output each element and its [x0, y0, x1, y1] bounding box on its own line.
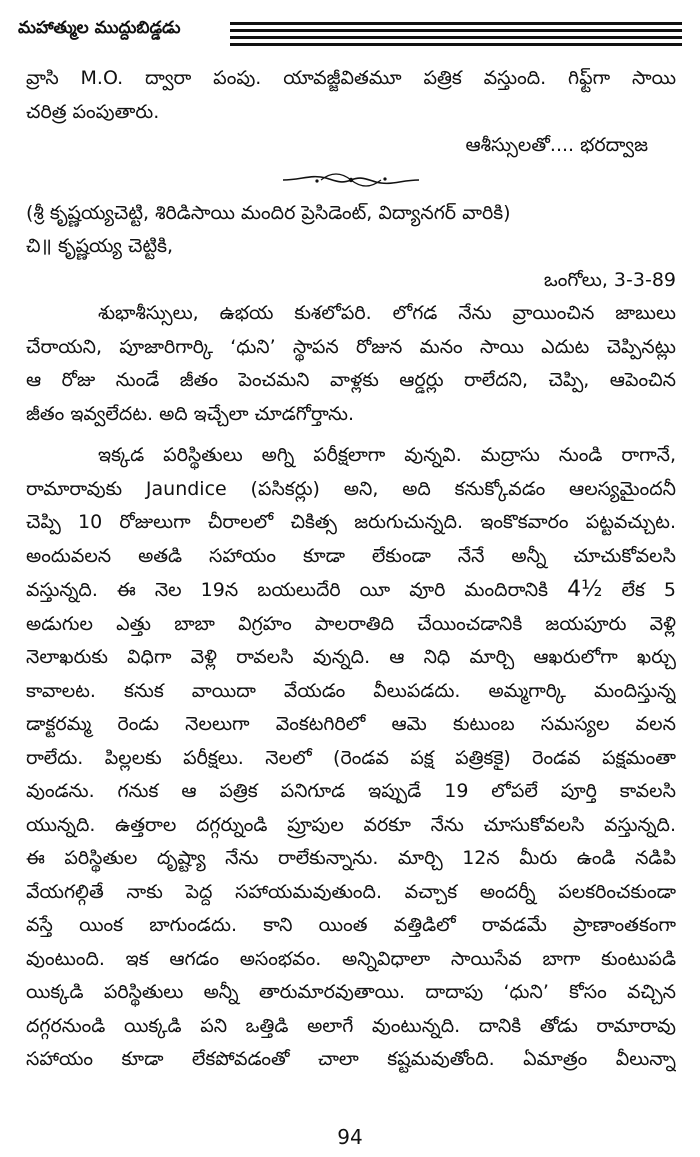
page-number: 94	[337, 1125, 363, 1149]
body-line: సహాయం కూడా లేకపోవడంతో చాలా కష్టమవుతోంది. ఏమాత్రం వీలున్నా	[26, 1048, 676, 1070]
ornament-divider	[26, 163, 676, 197]
page-header	[18, 8, 682, 56]
body-line: నెలాఖరుకు విధిగా వెళ్లి రావలసి వున్నది. ఆ నిధి మార్చి ఆఖరులోగా ఖర్చు	[26, 646, 676, 668]
body-line: వస్తే యింక బాగుండదు. కాని యింత వత్తిడిలో రావడమే ప్రాణాంతకంగా	[26, 914, 676, 936]
salutation: చి॥ కృష్ణయ్య చెట్టికి,	[26, 235, 174, 257]
header-rules	[230, 22, 682, 50]
ornament-icon	[281, 170, 421, 190]
place-date: ఒంగోలు, 3-3-89	[543, 268, 676, 291]
body-line: అడుగుల ఎత్తు బాబా విగ్రహం పాలరాతిది చేయించడానికి జయపూరు వెళ్లి	[26, 612, 676, 635]
body-line: యున్నది. ఉత్తరాల దగ్గర్నుండి ప్రూపుల వరకూ నేను చూసుకోవలసి వస్తున్నది.	[26, 813, 676, 836]
body-line: శుభాశీస్సులు, ఉభయ కుశలోపరి. లోగడ నేను వ్రాయించిన జాబులు	[98, 302, 676, 324]
page-body	[26, 62, 676, 1077]
body-line: జీతం ఇవ్వలేదట. అది ఇచ్చేలా చూడగోర్తాను.	[26, 402, 355, 425]
body-line: రామారావుకు Jaundice (పసికర్లు) అని, అది కనుక్కోవడం ఆలస్యమైందనీ	[26, 477, 676, 500]
body-line: చేరాయని, పూజారిగార్కి ‘ధుని’ స్థాపన రోజున మనం సాయి ఎదుట చెప్పినట్లు	[26, 335, 676, 358]
text-run: లేక 5	[602, 579, 676, 601]
body-line: యిక్కడి పరిస్థితులు అన్నీ తారుమారవుతాయి. దాదాపు ‘ధుని’ కోసం వచ్చిన	[26, 981, 676, 1003]
signoff: ఆశీస్సులతో.... భరద్వాజ	[465, 134, 648, 156]
body-line: ఆ రోజు నుండే జీతం పెంచమని వాళ్లకు ఆర్డర్లు రాలేదని, చెప్పి, ఆపెంచిన	[26, 369, 676, 391]
body-line: కావాలట. కనుక వాయిదా వేయడం వీలుపడదు. అమ్మగార్కి మందిస్తున్న	[26, 679, 676, 702]
body-line: వేయగల్గితే నాకు పెద్ద సహాయమవుతుంది. వచ్చాక అందర్నీ పలకరించకుండా	[26, 880, 676, 903]
body-line: వుంటుంది. ఇక ఆగడం అసంభవం. అన్నివిధాలా సాయిసేవ బాగా కుంటుపడి	[26, 947, 676, 970]
text-run: వస్తున్నది. ఈ నెల 19న బయలుదేరి యీ వూరి మందిరానికి	[26, 579, 568, 601]
body-line: డాక్టరమ్మ రెండు నెలలుగా వెంకటగిరిలో ఆమె కుటుంబ సమస్యల వలన	[26, 713, 676, 735]
body-line: వుండను. గనుక ఆ పత్రిక పనిగూడ ఇప్పుడే 19 లోపలే పూర్తి కావలసి	[26, 780, 676, 802]
running-title: మహాత్ముల ముద్దుబిడ్డడు	[18, 18, 181, 38]
body-line: రాలేదు. పిల్లలకు పరీక్షలు. నెలలో (రెండవ పక్ష పత్రికకై) రెండవ పక్షమంతా	[26, 746, 676, 769]
fraction: 4½	[567, 577, 603, 602]
body-line: చెప్పి 10 రోజులుగా చీరాలలో చికిత్స జరుగుచున్నది. ఇంకొకవారం పట్టవచ్చుట.	[26, 511, 676, 533]
body-line	[26, 573, 676, 608]
body-line: ఈ పరిస్థితుల దృష్ట్యా నేను రాలేకున్నాను. మార్చి 12న మీరు ఉండి నడిపి	[26, 847, 676, 869]
body-line: చరిత్ర పంపుతారు.	[26, 100, 160, 123]
body-line: దగ్గరనుండి యిక్కడి పని ఒత్తిడి అలాగే వుంటున్నది. దానికి తోడు రామారావు	[26, 1014, 676, 1037]
body-line: ఇక్కడ పరిస్థితులు అగ్ని పరీక్షలాగా వున్నవి. మద్రాసు నుండి రాగానే,	[98, 444, 676, 466]
body-line: అందువలన అతడి సహాయం కూడా లేకుండా నేనే అన్నీ చూచుకోవలసి	[26, 544, 676, 567]
letter-heading: (శ్రీ కృష్ణయ్యచెట్టి, శిరిడిసాయి మందిర ప్రెసిడెంట్, విద్యానగర్ వారికి)	[26, 201, 511, 224]
body-line: వ్రాసి M.O. ద్వారా పంపు. యావజ్జీవితమూ పత్రిక వస్తుంది. గిఫ్ట్‌గా సాయి	[26, 67, 676, 89]
